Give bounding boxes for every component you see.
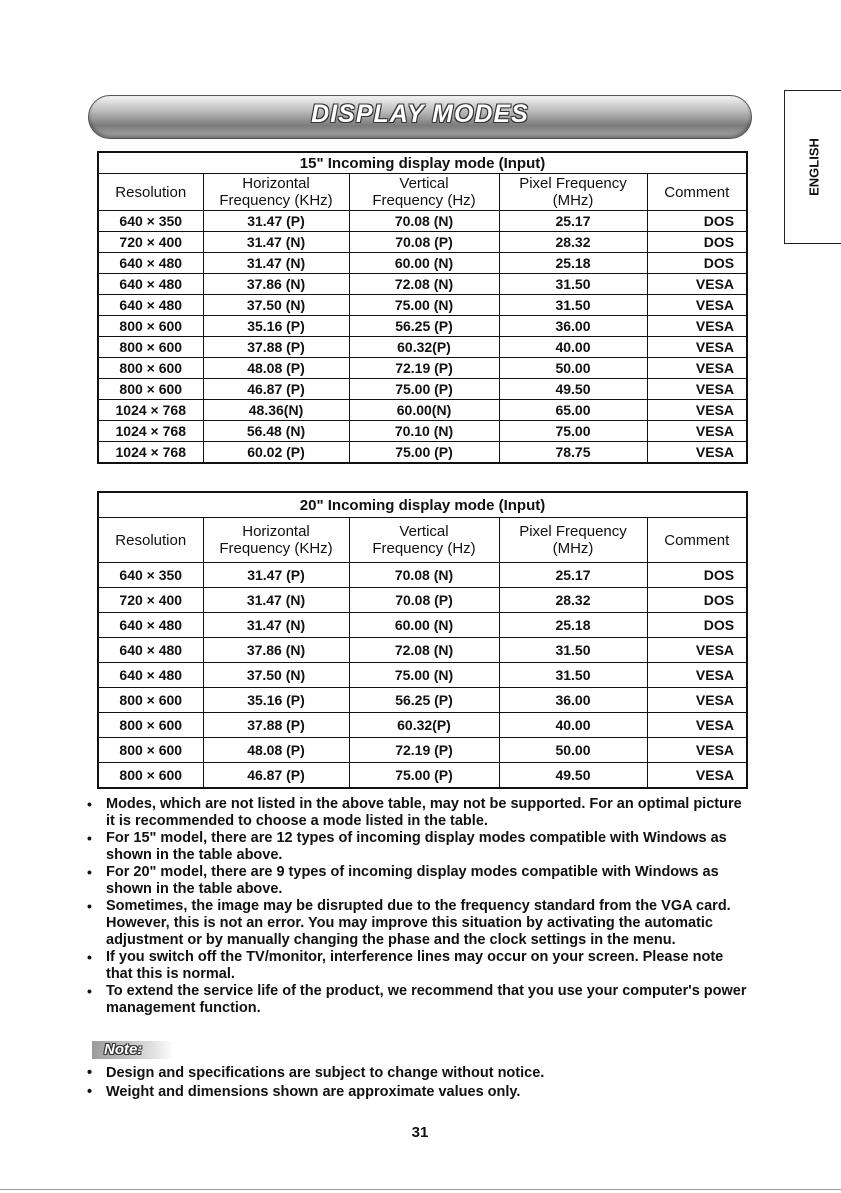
note-text: For 20" model, there are 9 types of incoming display modes compatible with Windows as shown in the table above. — [106, 864, 719, 897]
note-text: Modes, which are not listed in the above table, may not be supported. For an optimal picture it is recommended to choose a mode listed in the table. — [106, 796, 742, 829]
cell-horizontal: 60.02 (P) — [203, 442, 349, 464]
cell-vertical: 60.00(N) — [349, 400, 499, 421]
title-banner — [88, 95, 752, 139]
cell-comment: DOS — [647, 563, 747, 588]
note-item — [83, 983, 751, 1017]
cell-comment: DOS — [647, 253, 747, 274]
table-row — [98, 421, 747, 442]
cell-horizontal: 37.50 (N) — [203, 295, 349, 316]
bullet-icon: • — [87, 830, 92, 846]
cell-vertical: 75.00 (P) — [349, 442, 499, 464]
cell-horizontal: 56.48 (N) — [203, 421, 349, 442]
page-number: 31 — [411, 1124, 429, 1141]
note-text: Sometimes, the image may be disrupted due to the frequency standard from the VGA card. However, this is not an error. You may improve this situation by activating the automatic adjustment or by manually changing the phase and the clock settings in the menu. — [106, 898, 731, 948]
cell-pixel-frequency: 40.00 — [499, 713, 647, 738]
table-row — [98, 337, 747, 358]
cell-pixel-frequency: 75.00 — [499, 421, 647, 442]
page-bottom-rule — [0, 1189, 841, 1190]
cell-vertical: 75.00 (P) — [349, 379, 499, 400]
cell-pixel-frequency: 28.32 — [499, 232, 647, 253]
header-horizontal: Horizontal Frequency (KHz) — [203, 174, 349, 211]
bullet-icon: • — [87, 949, 92, 965]
cell-pixel-frequency: 50.00 — [499, 358, 647, 379]
header-horizontal: Horizontal Frequency (KHz) — [203, 518, 349, 563]
cell-resolution: 640 × 480 — [98, 613, 203, 638]
cell-pixel-frequency: 25.18 — [499, 253, 647, 274]
cell-horizontal: 48.08 (P) — [203, 358, 349, 379]
cell-comment: DOS — [647, 588, 747, 613]
cell-horizontal: 31.47 (P) — [203, 211, 349, 232]
cell-resolution: 800 × 600 — [98, 379, 203, 400]
bullet-icon: • — [87, 796, 92, 812]
cell-horizontal: 31.47 (P) — [203, 563, 349, 588]
cell-horizontal: 37.86 (N) — [203, 274, 349, 295]
note-item — [83, 830, 751, 864]
cell-horizontal: 46.87 (P) — [203, 763, 349, 789]
table-row — [98, 316, 747, 337]
cell-resolution: 1024 × 768 — [98, 400, 203, 421]
table-row — [98, 713, 747, 738]
table-row — [98, 688, 747, 713]
cell-horizontal: 48.08 (P) — [203, 738, 349, 763]
table-caption: 15" Incoming display mode (Input) — [98, 152, 747, 174]
cell-pixel-frequency: 25.17 — [499, 563, 647, 588]
cell-vertical: 70.10 (N) — [349, 421, 499, 442]
cell-vertical: 72.08 (N) — [349, 274, 499, 295]
cell-comment: DOS — [647, 232, 747, 253]
cell-resolution: 640 × 480 — [98, 663, 203, 688]
cell-horizontal: 31.47 (N) — [203, 588, 349, 613]
cell-vertical: 72.08 (N) — [349, 638, 499, 663]
cell-resolution: 800 × 600 — [98, 763, 203, 789]
cell-comment: VESA — [647, 358, 747, 379]
cell-horizontal: 37.86 (N) — [203, 638, 349, 663]
cell-comment: VESA — [647, 400, 747, 421]
cell-comment: VESA — [647, 442, 747, 464]
note-item — [83, 796, 751, 830]
bullet-icon: • — [87, 1084, 93, 1100]
table-row — [98, 232, 747, 253]
cell-resolution: 640 × 480 — [98, 253, 203, 274]
cell-vertical: 60.32(P) — [349, 337, 499, 358]
cell-pixel-frequency: 28.32 — [499, 588, 647, 613]
cell-comment: VESA — [647, 763, 747, 789]
cell-pixel-frequency: 31.50 — [499, 663, 647, 688]
cell-resolution: 800 × 600 — [98, 688, 203, 713]
cell-resolution: 720 × 400 — [98, 232, 203, 253]
table-row — [98, 663, 747, 688]
table-row — [98, 613, 747, 638]
language-tab-label: ENGLISH — [806, 138, 821, 196]
cell-comment: VESA — [647, 638, 747, 663]
header-comment: Comment — [647, 518, 747, 563]
note-item — [83, 949, 751, 983]
cell-comment: VESA — [647, 713, 747, 738]
table-row — [98, 358, 747, 379]
cell-vertical: 72.19 (P) — [349, 358, 499, 379]
table-row — [98, 442, 747, 464]
cell-resolution: 640 × 350 — [98, 211, 203, 232]
cell-horizontal: 46.87 (P) — [203, 379, 349, 400]
header-pixel-frequency: Pixel Frequency (MHz) — [499, 518, 647, 563]
header-comment: Comment — [647, 174, 747, 211]
header-resolution: Resolution — [98, 174, 203, 211]
note-item — [83, 898, 751, 949]
cell-vertical: 60.00 (N) — [349, 253, 499, 274]
cell-resolution: 640 × 350 — [98, 563, 203, 588]
cell-vertical: 75.00 (N) — [349, 295, 499, 316]
table-row — [98, 638, 747, 663]
cell-resolution: 720 × 400 — [98, 588, 203, 613]
note-label: Note: — [92, 1041, 174, 1059]
page-title: DISPLAY MODES — [311, 100, 529, 128]
note-text: To extend the service life of the product, we recommend that you use your computer's power management function. — [106, 983, 747, 1016]
table-row — [98, 253, 747, 274]
cell-resolution: 1024 × 768 — [98, 442, 203, 464]
cell-comment: DOS — [647, 211, 747, 232]
bullet-icon: • — [87, 898, 92, 914]
cell-resolution: 640 × 480 — [98, 274, 203, 295]
display-modes-table-15 — [97, 151, 748, 464]
cell-vertical: 70.08 (P) — [349, 588, 499, 613]
bullet-icon: • — [87, 864, 92, 880]
cell-pixel-frequency: 31.50 — [499, 295, 647, 316]
cell-vertical: 72.19 (P) — [349, 738, 499, 763]
notes-list — [83, 796, 751, 1017]
cell-pixel-frequency: 25.18 — [499, 613, 647, 638]
bullet-icon: • — [87, 1065, 93, 1081]
table-row — [98, 738, 747, 763]
cell-pixel-frequency: 50.00 — [499, 738, 647, 763]
note-item — [83, 864, 751, 898]
note-text: Design and specifications are subject to change without notice. — [106, 1065, 545, 1081]
cell-comment: VESA — [647, 295, 747, 316]
table-caption: 20" Incoming display mode (Input) — [98, 492, 747, 518]
cell-pixel-frequency: 36.00 — [499, 316, 647, 337]
cell-horizontal: 37.88 (P) — [203, 713, 349, 738]
language-tab — [784, 90, 841, 244]
table-row — [98, 400, 747, 421]
note-item — [83, 1083, 751, 1102]
table-row — [98, 763, 747, 789]
cell-vertical: 70.08 (P) — [349, 232, 499, 253]
table-row — [98, 211, 747, 232]
cell-resolution: 640 × 480 — [98, 295, 203, 316]
cell-comment: VESA — [647, 337, 747, 358]
cell-resolution: 800 × 600 — [98, 738, 203, 763]
cell-comment: DOS — [647, 613, 747, 638]
table-row — [98, 379, 747, 400]
cell-vertical: 60.00 (N) — [349, 613, 499, 638]
cell-vertical: 75.00 (N) — [349, 663, 499, 688]
cell-pixel-frequency: 25.17 — [499, 211, 647, 232]
cell-pixel-frequency: 31.50 — [499, 274, 647, 295]
cell-horizontal: 48.36(N) — [203, 400, 349, 421]
cell-resolution: 1024 × 768 — [98, 421, 203, 442]
header-vertical: Vertical Frequency (Hz) — [349, 174, 499, 211]
cell-vertical: 75.00 (P) — [349, 763, 499, 789]
cell-horizontal: 35.16 (P) — [203, 688, 349, 713]
cell-horizontal: 37.50 (N) — [203, 663, 349, 688]
note-item — [83, 1064, 751, 1083]
cell-horizontal: 31.47 (N) — [203, 613, 349, 638]
bullet-icon: • — [87, 983, 92, 999]
note-text: Weight and dimensions shown are approximate values only. — [106, 1084, 521, 1100]
cell-horizontal: 31.47 (N) — [203, 232, 349, 253]
cell-vertical: 70.08 (N) — [349, 211, 499, 232]
header-pixel-frequency: Pixel Frequency (MHz) — [499, 174, 647, 211]
cell-resolution: 800 × 600 — [98, 337, 203, 358]
cell-comment: VESA — [647, 688, 747, 713]
cell-horizontal: 35.16 (P) — [203, 316, 349, 337]
cell-pixel-frequency: 65.00 — [499, 400, 647, 421]
cell-comment: VESA — [647, 738, 747, 763]
cell-pixel-frequency: 49.50 — [499, 379, 647, 400]
table-row — [98, 295, 747, 316]
table-row — [98, 563, 747, 588]
table-row — [98, 274, 747, 295]
cell-vertical: 56.25 (P) — [349, 688, 499, 713]
cell-pixel-frequency: 36.00 — [499, 688, 647, 713]
cell-comment: VESA — [647, 379, 747, 400]
cell-comment: VESA — [647, 316, 747, 337]
cell-pixel-frequency: 40.00 — [499, 337, 647, 358]
cell-resolution: 800 × 600 — [98, 713, 203, 738]
cell-resolution: 800 × 600 — [98, 358, 203, 379]
display-modes-table-20 — [97, 491, 748, 789]
cell-horizontal: 37.88 (P) — [203, 337, 349, 358]
cell-comment: VESA — [647, 421, 747, 442]
note-items-list — [83, 1064, 751, 1102]
cell-vertical: 70.08 (N) — [349, 563, 499, 588]
header-vertical: Vertical Frequency (Hz) — [349, 518, 499, 563]
note-text: For 15" model, there are 12 types of incoming display modes compatible with Windows as shown in the table above. — [106, 830, 727, 863]
cell-resolution: 800 × 600 — [98, 316, 203, 337]
table-row — [98, 588, 747, 613]
note-text: If you switch off the TV/monitor, interference lines may occur on your screen. Please note that this is normal. — [106, 949, 724, 982]
cell-vertical: 56.25 (P) — [349, 316, 499, 337]
header-resolution: Resolution — [98, 518, 203, 563]
cell-pixel-frequency: 78.75 — [499, 442, 647, 464]
cell-comment: VESA — [647, 663, 747, 688]
cell-pixel-frequency: 49.50 — [499, 763, 647, 789]
cell-vertical: 60.32(P) — [349, 713, 499, 738]
cell-comment: VESA — [647, 274, 747, 295]
cell-horizontal: 31.47 (N) — [203, 253, 349, 274]
cell-pixel-frequency: 31.50 — [499, 638, 647, 663]
cell-resolution: 640 × 480 — [98, 638, 203, 663]
